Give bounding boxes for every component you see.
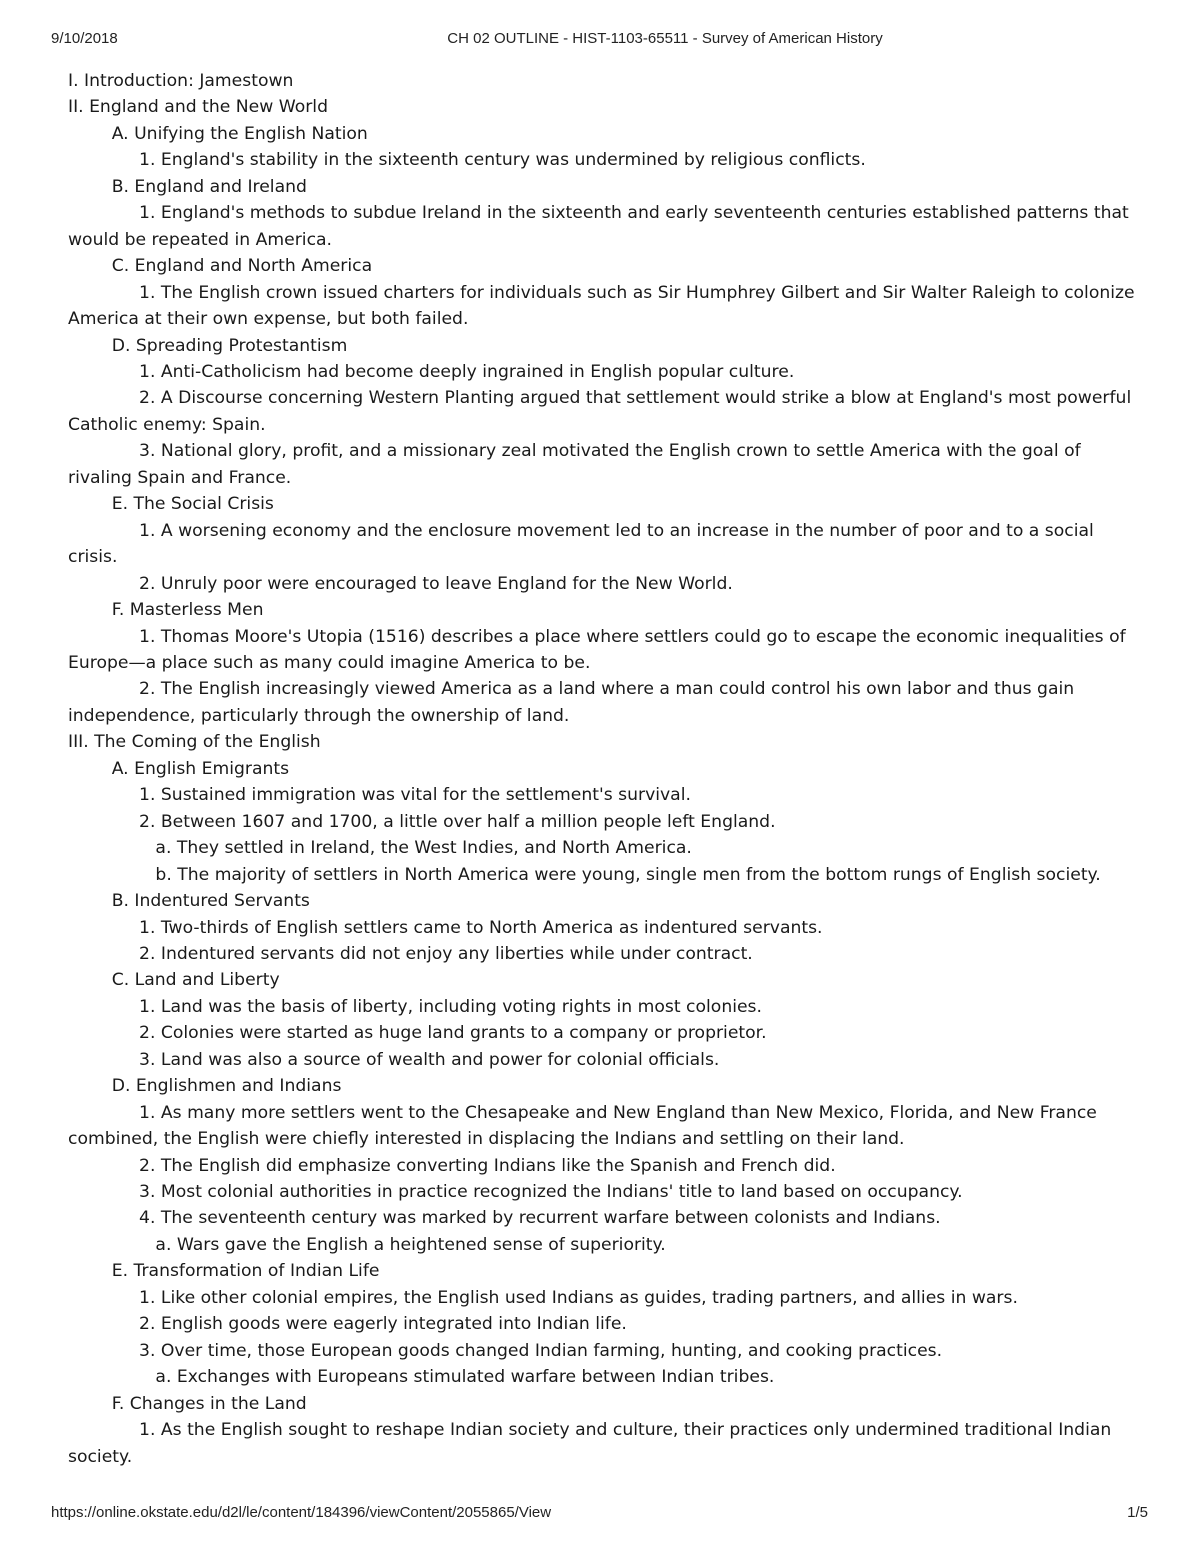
outline-item-level-2 bbox=[68, 438, 1143, 491]
outline-indent bbox=[68, 997, 139, 1017]
outline-indent bbox=[68, 1367, 155, 1387]
outline-item-level-2 bbox=[68, 1179, 1143, 1205]
outline-text: 2. Indentured servants did not enjoy any liberties while under contract. bbox=[139, 943, 753, 964]
outline-item-level-2 bbox=[68, 1153, 1143, 1179]
outline-item-level-2 bbox=[68, 1285, 1143, 1311]
outline-indent bbox=[68, 388, 139, 408]
outline-text: 2. Unruly poor were encouraged to leave England for the New World. bbox=[139, 573, 733, 594]
outline-indent bbox=[68, 1420, 139, 1440]
outline-indent bbox=[68, 1394, 112, 1414]
outline-item-level-1 bbox=[68, 1391, 1143, 1417]
outline-text: 2. Colonies were started as huge land grants to a company or proprietor. bbox=[139, 1023, 767, 1044]
outline-text: 1. Land was the basis of liberty, including voting rights in most colonies. bbox=[139, 996, 762, 1017]
outline-indent bbox=[68, 679, 139, 699]
outline-item-level-1 bbox=[68, 756, 1143, 782]
outline-item-level-2 bbox=[68, 1205, 1143, 1231]
outline-text: 1. England's methods to subdue Ireland in the sixteenth and early seventeenth centuries established patterns that would be repeated in America. bbox=[68, 203, 1135, 250]
chapter-outline bbox=[68, 68, 1143, 1470]
outline-item-level-2 bbox=[68, 994, 1143, 1020]
outline-text: F. Changes in the Land bbox=[111, 1393, 307, 1414]
outline-item-level-1 bbox=[68, 253, 1143, 279]
outline-item-level-1 bbox=[68, 491, 1143, 517]
outline-text: 2. English goods were eagerly integrated into Indian life. bbox=[139, 1314, 627, 1335]
outline-text: 1. As many more settlers went to the Chesapeake and New England than New Mexico, Florida, and New France combined, the English were chiefly interested in displacing the Indians and settling on their land. bbox=[68, 1102, 1103, 1150]
outline-indent bbox=[68, 1023, 139, 1043]
outline-indent bbox=[68, 256, 112, 276]
outline-indent bbox=[68, 1156, 139, 1176]
outline-indent bbox=[68, 150, 139, 170]
outline-text: 3. Most colonial authorities in practice recognized the Indians' title to land based on occupancy. bbox=[139, 1182, 963, 1203]
outline-text: D. Spreading Protestantism bbox=[111, 335, 348, 356]
outline-item-level-2 bbox=[68, 676, 1143, 729]
outline-text: I. Introduction: Jamestown bbox=[68, 71, 294, 91]
outline-indent bbox=[68, 600, 112, 620]
outline-item-level-2 bbox=[68, 915, 1143, 941]
outline-indent bbox=[68, 1288, 139, 1308]
outline-indent bbox=[68, 918, 139, 938]
outline-text: 1. Thomas Moore's Utopia (1516) describes a place where settlers could go to escape the economic inequalities of Europe—a place such as many could imagine America to be. bbox=[68, 626, 1132, 673]
outline-item-level-2 bbox=[68, 518, 1143, 571]
outline-text: 2. The English did emphasize converting Indians like the Spanish and French did. bbox=[139, 1155, 836, 1176]
outline-text: 1. Anti-Catholicism had become deeply ingrained in English popular culture. bbox=[139, 361, 795, 382]
page-title: CH 02 OUTLINE - HIST-1103-65511 - Survey of American History bbox=[447, 30, 883, 47]
outline-text: A. English Emigrants bbox=[111, 758, 290, 779]
outline-indent bbox=[68, 203, 139, 223]
outline-indent bbox=[68, 1050, 139, 1070]
outline-item-level-0 bbox=[68, 729, 1143, 755]
outline-indent bbox=[68, 812, 139, 832]
outline-indent bbox=[68, 1341, 139, 1361]
outline-indent bbox=[68, 944, 139, 964]
print-date: 9/10/2018 bbox=[51, 30, 118, 47]
outline-indent bbox=[68, 970, 112, 990]
outline-text: a. They settled in Ireland, the West Indies, and North America. bbox=[155, 838, 692, 859]
outline-item-level-0 bbox=[68, 68, 1143, 94]
outline-item-level-2 bbox=[68, 385, 1143, 438]
outline-text: 1. Sustained immigration was vital for the settlement's survival. bbox=[139, 785, 691, 806]
outline-text: E. The Social Crisis bbox=[111, 494, 274, 515]
outline-text: II. England and the New World bbox=[68, 97, 328, 118]
outline-text: A. Unifying the English Nation bbox=[111, 123, 368, 144]
outline-item-level-2 bbox=[68, 1100, 1143, 1153]
outline-item-level-2 bbox=[68, 280, 1143, 333]
outline-text: 1. As the English sought to reshape Indian society and culture, their practices only undermined traditional Indian society. bbox=[68, 1420, 1117, 1467]
outline-text: 3. National glory, profit, and a missionary zeal motivated the English crown to settle America with the goal of rivaling Spain and France. bbox=[68, 441, 1087, 488]
outline-indent bbox=[68, 1208, 139, 1228]
outline-indent bbox=[68, 891, 112, 911]
outline-item-level-2 bbox=[68, 782, 1143, 808]
outline-indent bbox=[68, 1314, 139, 1334]
outline-text: 2. A Discourse concerning Western Planting argued that settlement would strike a blow at England's most powerful Catholic enemy: Spain. bbox=[68, 388, 1137, 435]
outline-indent bbox=[68, 1235, 155, 1255]
outline-item-level-3 bbox=[68, 835, 1143, 861]
outline-text: 3. Over time, those European goods changed Indian farming, hunting, and cooking practices. bbox=[139, 1340, 943, 1361]
outline-indent bbox=[68, 1182, 139, 1202]
outline-indent bbox=[68, 785, 139, 805]
outline-indent bbox=[68, 759, 112, 779]
outline-indent bbox=[68, 574, 139, 594]
outline-text: B. England and Ireland bbox=[111, 176, 307, 197]
outline-item-level-2 bbox=[68, 941, 1143, 967]
outline-text: 2. The English increasingly viewed America as a land where a man could control his own labor and thus gain independence, particularly through the ownership of land. bbox=[68, 679, 1080, 726]
outline-text: B. Indentured Servants bbox=[111, 891, 310, 912]
outline-item-level-2 bbox=[68, 1020, 1143, 1046]
outline-item-level-0 bbox=[68, 94, 1143, 120]
outline-text: 1. A worsening economy and the enclosure movement led to an increase in the number of poor and to a social crisis. bbox=[68, 520, 1100, 568]
outline-item-level-1 bbox=[68, 597, 1143, 623]
outline-item-level-3 bbox=[68, 1232, 1143, 1258]
outline-item-level-2 bbox=[68, 1047, 1143, 1073]
outline-indent bbox=[68, 494, 112, 514]
outline-indent bbox=[68, 627, 139, 647]
outline-item-level-1 bbox=[68, 888, 1143, 914]
outline-item-level-2 bbox=[68, 809, 1143, 835]
outline-item-level-2 bbox=[68, 1311, 1143, 1337]
outline-text: 4. The seventeenth century was marked by recurrent warfare between colonists and Indians. bbox=[139, 1208, 941, 1229]
outline-indent bbox=[68, 283, 139, 303]
outline-item-level-2 bbox=[68, 147, 1143, 173]
outline-text: C. England and North America bbox=[111, 256, 373, 277]
outline-text: 1. The English crown issued charters for individuals such as Sir Humphrey Gilbert and Sir Walter Raleigh to colonize America at their own expense, but both failed. bbox=[68, 282, 1141, 330]
outline-text: E. Transformation of Indian Life bbox=[111, 1261, 380, 1282]
outline-text: a. Wars gave the English a heightened sense of superiority. bbox=[155, 1234, 666, 1255]
outline-text: b. The majority of settlers in North America were young, single men from the bottom rungs of English society. bbox=[155, 864, 1101, 885]
outline-text: 1. Like other colonial empires, the English used Indians as guides, trading partners, and allies in wars. bbox=[139, 1287, 1018, 1308]
outline-item-level-1 bbox=[68, 174, 1143, 200]
outline-indent bbox=[68, 362, 139, 382]
outline-item-level-2 bbox=[68, 624, 1143, 677]
outline-indent bbox=[68, 838, 155, 858]
outline-item-level-2 bbox=[68, 1338, 1143, 1364]
outline-item-level-1 bbox=[68, 121, 1143, 147]
outline-text: 2. Between 1607 and 1700, a little over half a million people left England. bbox=[139, 811, 776, 832]
outline-indent bbox=[68, 865, 155, 885]
outline-text: III. The Coming of the English bbox=[68, 732, 321, 753]
outline-text: a. Exchanges with Europeans stimulated warfare between Indian tribes. bbox=[155, 1367, 775, 1388]
outline-indent bbox=[68, 1103, 139, 1123]
outline-text: F. Masterless Men bbox=[111, 600, 264, 621]
outline-indent bbox=[68, 521, 139, 541]
page-number: 1/5 bbox=[1127, 1504, 1148, 1521]
outline-item-level-3 bbox=[68, 862, 1143, 888]
outline-item-level-2 bbox=[68, 359, 1143, 385]
outline-item-level-1 bbox=[68, 967, 1143, 993]
page-url: https://online.okstate.edu/d2l/le/content/184396/viewContent/2055865/View bbox=[51, 1504, 552, 1521]
outline-indent bbox=[68, 336, 112, 356]
outline-indent bbox=[68, 441, 139, 461]
outline-indent bbox=[68, 1076, 112, 1096]
outline-item-level-1 bbox=[68, 1258, 1143, 1284]
outline-text: 3. Land was also a source of wealth and power for colonial officials. bbox=[139, 1049, 720, 1070]
outline-item-level-3 bbox=[68, 1364, 1143, 1390]
outline-text: 1. Two-thirds of English settlers came to North America as indentured servants. bbox=[139, 917, 823, 938]
outline-text: D. Englishmen and Indians bbox=[111, 1076, 342, 1097]
outline-item-level-2 bbox=[68, 1417, 1143, 1470]
outline-item-level-2 bbox=[68, 200, 1143, 253]
outline-item-level-1 bbox=[68, 1073, 1143, 1099]
outline-indent bbox=[68, 124, 112, 144]
outline-text: 1. England's stability in the sixteenth century was undermined by religious conflicts. bbox=[139, 150, 866, 171]
outline-item-level-1 bbox=[68, 333, 1143, 359]
outline-item-level-2 bbox=[68, 571, 1143, 597]
outline-text: C. Land and Liberty bbox=[111, 970, 280, 991]
outline-indent bbox=[68, 1261, 112, 1281]
outline-indent bbox=[68, 177, 112, 197]
